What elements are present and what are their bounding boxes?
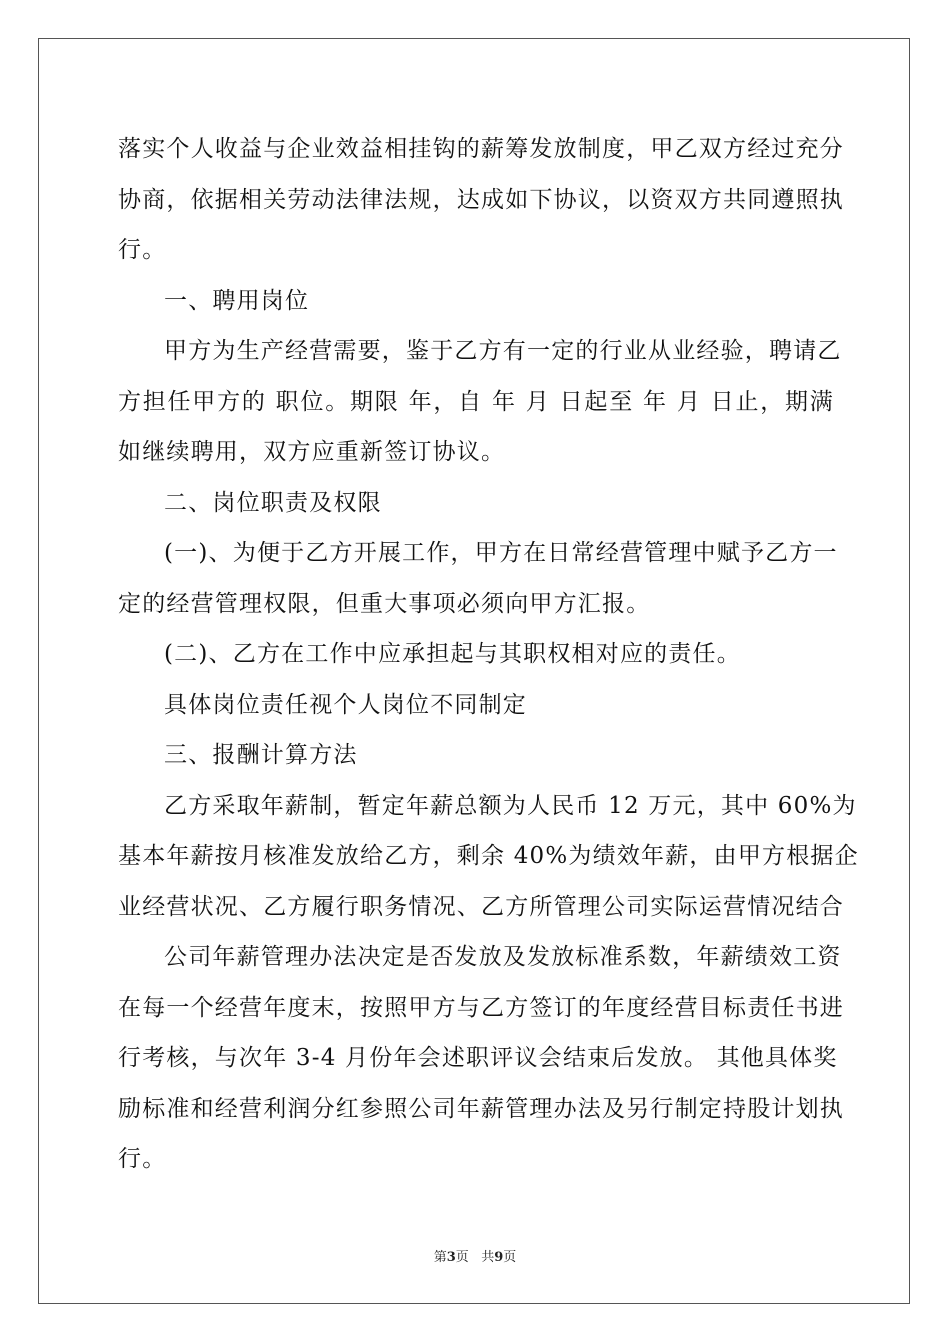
text-line: 乙方采取年薪制，暂定年薪总额为人民币 12 万元，其中 60%为: [164, 792, 857, 819]
text-line: 在每一个经营年度末，按照甲方与乙方签订的年度经营目标责任书进: [118, 994, 844, 1021]
text-line: 行考核，与次年 3-4 月份年会述职评议会结束后发放。 其他具体奖: [118, 1045, 838, 1071]
text-line: 定的经营管理权限，但重大事项必须向甲方汇报。: [118, 590, 651, 617]
text-line: 甲方为生产经营需要，鉴于乙方有一定的行业从业经验，聘请乙: [164, 338, 842, 364]
text-line: 三、报酬计算方法: [164, 742, 358, 768]
text-line: 具体岗位责任视个人岗位不同制定: [164, 691, 527, 718]
footer-total-pages: 9: [494, 1250, 504, 1265]
text-line: 业经营状况、乙方履行职务情况、乙方所管理公司实际运营情况结合: [118, 893, 844, 920]
footer-page-number: 3: [446, 1250, 456, 1265]
text-line: 落实个人收益与企业效益相挂钩的薪筹发放制度，甲乙双方经过充分: [118, 136, 844, 162]
footer-page-prefix: 第: [433, 1250, 447, 1265]
text-line: 励标准和经营利润分红参照公司年薪管理办法及另行制定持股计划执: [118, 1095, 844, 1122]
text-line: 基本年薪按月核准发放给乙方，剩余 40%为绩效年薪，由甲方根据企: [118, 843, 859, 869]
text-line: (二)、乙方在工作中应承担起与其职权相对应的责任。: [164, 641, 741, 667]
text-line: 方担任甲方的 职位。期限 年，自 年 月 日起至 年 月 日止，期满: [118, 388, 834, 415]
footer-total-suffix: 页: [503, 1250, 517, 1265]
text-line: 如继续聘用，双方应重新签订协议。: [118, 439, 506, 465]
footer-page-suffix: 页: [455, 1250, 469, 1265]
page-footer: [0, 1246, 950, 1265]
document-body: [118, 124, 859, 1185]
text-line: 行。: [118, 1146, 167, 1172]
text-line: (一)、为便于乙方开展工作，甲方在日常经营管理中赋予乙方一: [164, 540, 838, 566]
text-line: 行。: [118, 237, 167, 263]
footer-total-prefix: 共: [481, 1250, 495, 1265]
text-line: 协商，依据相关劳动法律法规，达成如下协议，以资双方共同遵照执: [118, 186, 844, 213]
text-line: 公司年薪管理办法决定是否发放及发放标准系数，年薪绩效工资: [164, 944, 842, 970]
text-line: 一、聘用岗位: [164, 287, 310, 314]
text-line: 二、岗位职责及权限: [164, 489, 382, 516]
